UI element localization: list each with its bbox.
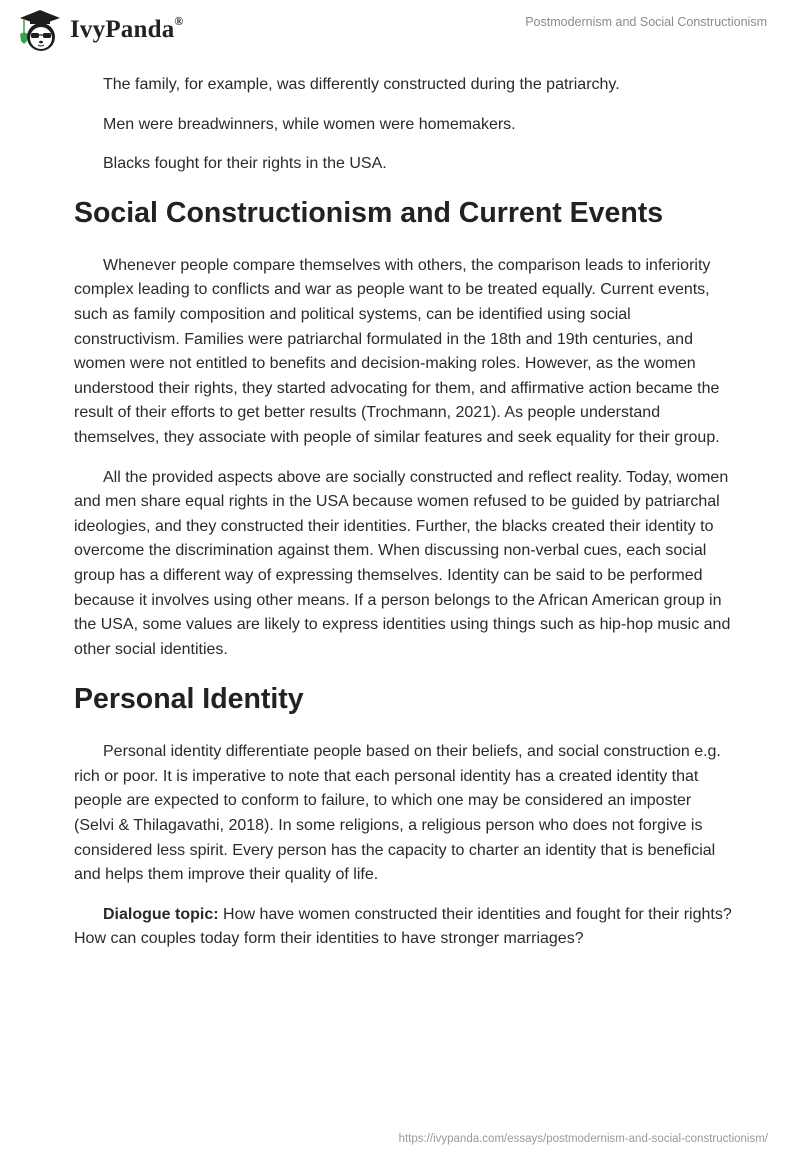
paragraph: Whenever people compare themselves with others, the comparison leads to inferiority complex leading to conflicts and war as people want to be treated equally. Current events, such as family composition and political systems, can be identified using social constructivism. Families were patriarchal formulated in the 18th and 19th centuries, and women were not entitled to benefits and decision-making roles. However, as the women understood their rights, they started advocating for them, and affirmative action became the result of their efforts to get better results (Trochmann, 2021). As people understand themselves, they associate with people of similar features and seek equality for their group. xyxy=(74,256,720,446)
paragraph: All the provided aspects above are socially constructed and reflect reality. Today, women and men share equal rights in the USA because women refused to be guided by patriarchal ideologies, and they constructed their identities. Further, the blacks created their identity to overcome the discrimination against them. When discussing non-verbal cues, each social group has a different way of expressing themselves. Identity can be said to be performed because it involves using other means. If a person belongs to the African American group in the USA, some values are likely to express identities using things such as hip-hop music and other social identities. xyxy=(74,468,731,658)
dialogue-label: Dialogue topic: xyxy=(103,905,219,923)
section-heading: Personal Identity xyxy=(74,683,304,716)
ivypanda-logo[interactable] xyxy=(18,8,184,52)
section-heading: Social Constructionism and Current Events xyxy=(74,196,664,229)
intro-line: Blacks fought for their rights in the USA. xyxy=(103,155,387,173)
dialogue-topic xyxy=(74,903,734,952)
logo-text: IvyPanda® xyxy=(70,14,184,43)
panda-graduate-icon xyxy=(18,8,62,52)
dialogue-text: How have women constructed their identities and fought for their rights? How can couples today form their identities to have stronger marriages? xyxy=(74,905,732,948)
paragraph: Personal identity differentiate people based on their beliefs, and social construction e.g. rich or poor. It is imperative to note that each personal identity has a created identity that people are expected to conform to failure, to which one may be considered an imposter (Selvi & Thilagavathi, 2018). In some religions, a religious person who does not forgive is considered less spirit. Every person has the capacity to charter an identity that is beneficial and helps them improve their quality of life. xyxy=(74,743,721,884)
page-header xyxy=(0,0,800,56)
source-url[interactable]: https://ivypanda.com/essays/postmodernism-and-social-constructionism/ xyxy=(398,1133,768,1145)
intro-line: Men were breadwinners, while women were homemakers. xyxy=(103,115,516,133)
intro-line: The family, for example, was differently constructed during the patriarchy. xyxy=(103,76,620,93)
document-title: Postmodernism and Social Constructionism xyxy=(525,15,767,29)
essay-content xyxy=(74,64,734,952)
